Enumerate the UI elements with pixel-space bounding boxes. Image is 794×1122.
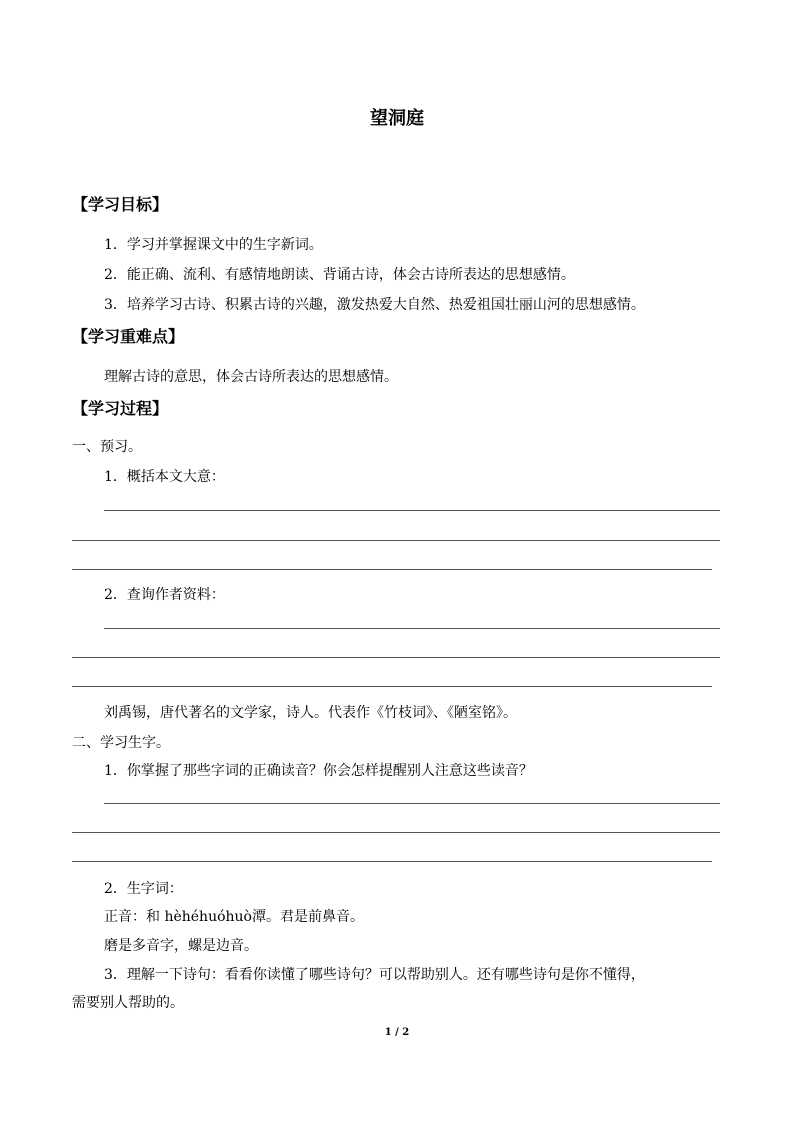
answer-line[interactable]: [104, 628, 720, 629]
answer-line[interactable]: [72, 861, 712, 862]
preview-question-2: 2．查询作者资料：: [104, 587, 225, 603]
answer-line[interactable]: [72, 657, 720, 658]
characters-label: 二、学习生字。: [72, 735, 170, 751]
keypoints-heading: 【学习重难点】: [72, 327, 185, 346]
characters-question-3-continued: 需要别人帮助的。: [72, 995, 184, 1011]
objective-item-1: 1．学习并掌握课文中的生字新词。: [104, 237, 323, 253]
preview-question-1: 1．概括本文大意：: [104, 469, 225, 485]
characters-question-3: 3．理解一下诗句：看看你读懂了哪些诗句？可以帮助别人。还有哪些诗句是你不懂得，: [104, 967, 645, 983]
answer-line[interactable]: [72, 569, 712, 570]
objective-item-3: 3．培养学习古诗、积累古诗的兴趣，激发热爱大自然、热爱祖国壮丽山河的思想感情。: [104, 297, 645, 313]
answer-line[interactable]: [104, 510, 720, 511]
author-info: 刘禹锡，唐代著名的文学家，诗人。代表作《竹枝词》、《陋室铭》。: [104, 705, 517, 721]
answer-line[interactable]: [72, 540, 720, 541]
characters-question-2: 2．生字词：: [104, 881, 183, 897]
preview-label: 一、预习。: [72, 439, 142, 455]
pronunciation-line: 正音：和 hèhéhuóhuò潭。君是前鼻音。: [104, 909, 364, 925]
process-heading: 【学习过程】: [72, 399, 169, 418]
polyphone-line: 磨是多音字，螺是边音。: [104, 938, 258, 954]
answer-line[interactable]: [72, 686, 712, 687]
keypoints-text: 理解古诗的意思，体会古诗所表达的思想感情。: [104, 369, 398, 385]
page-number: 1 / 2: [384, 1027, 410, 1038]
answer-line[interactable]: [72, 832, 720, 833]
characters-question-1: 1．你掌握了那些字词的正确读音？你会怎样提醒别人注意这些读音？: [104, 763, 533, 779]
answer-line[interactable]: [104, 803, 720, 804]
objective-item-2: 2．能正确、流利、有感情地朗读、背诵古诗，体会古诗所表达的思想感情。: [104, 267, 575, 283]
objectives-heading: 【学习目标】: [72, 195, 169, 214]
page-title: 望洞庭: [370, 108, 424, 129]
